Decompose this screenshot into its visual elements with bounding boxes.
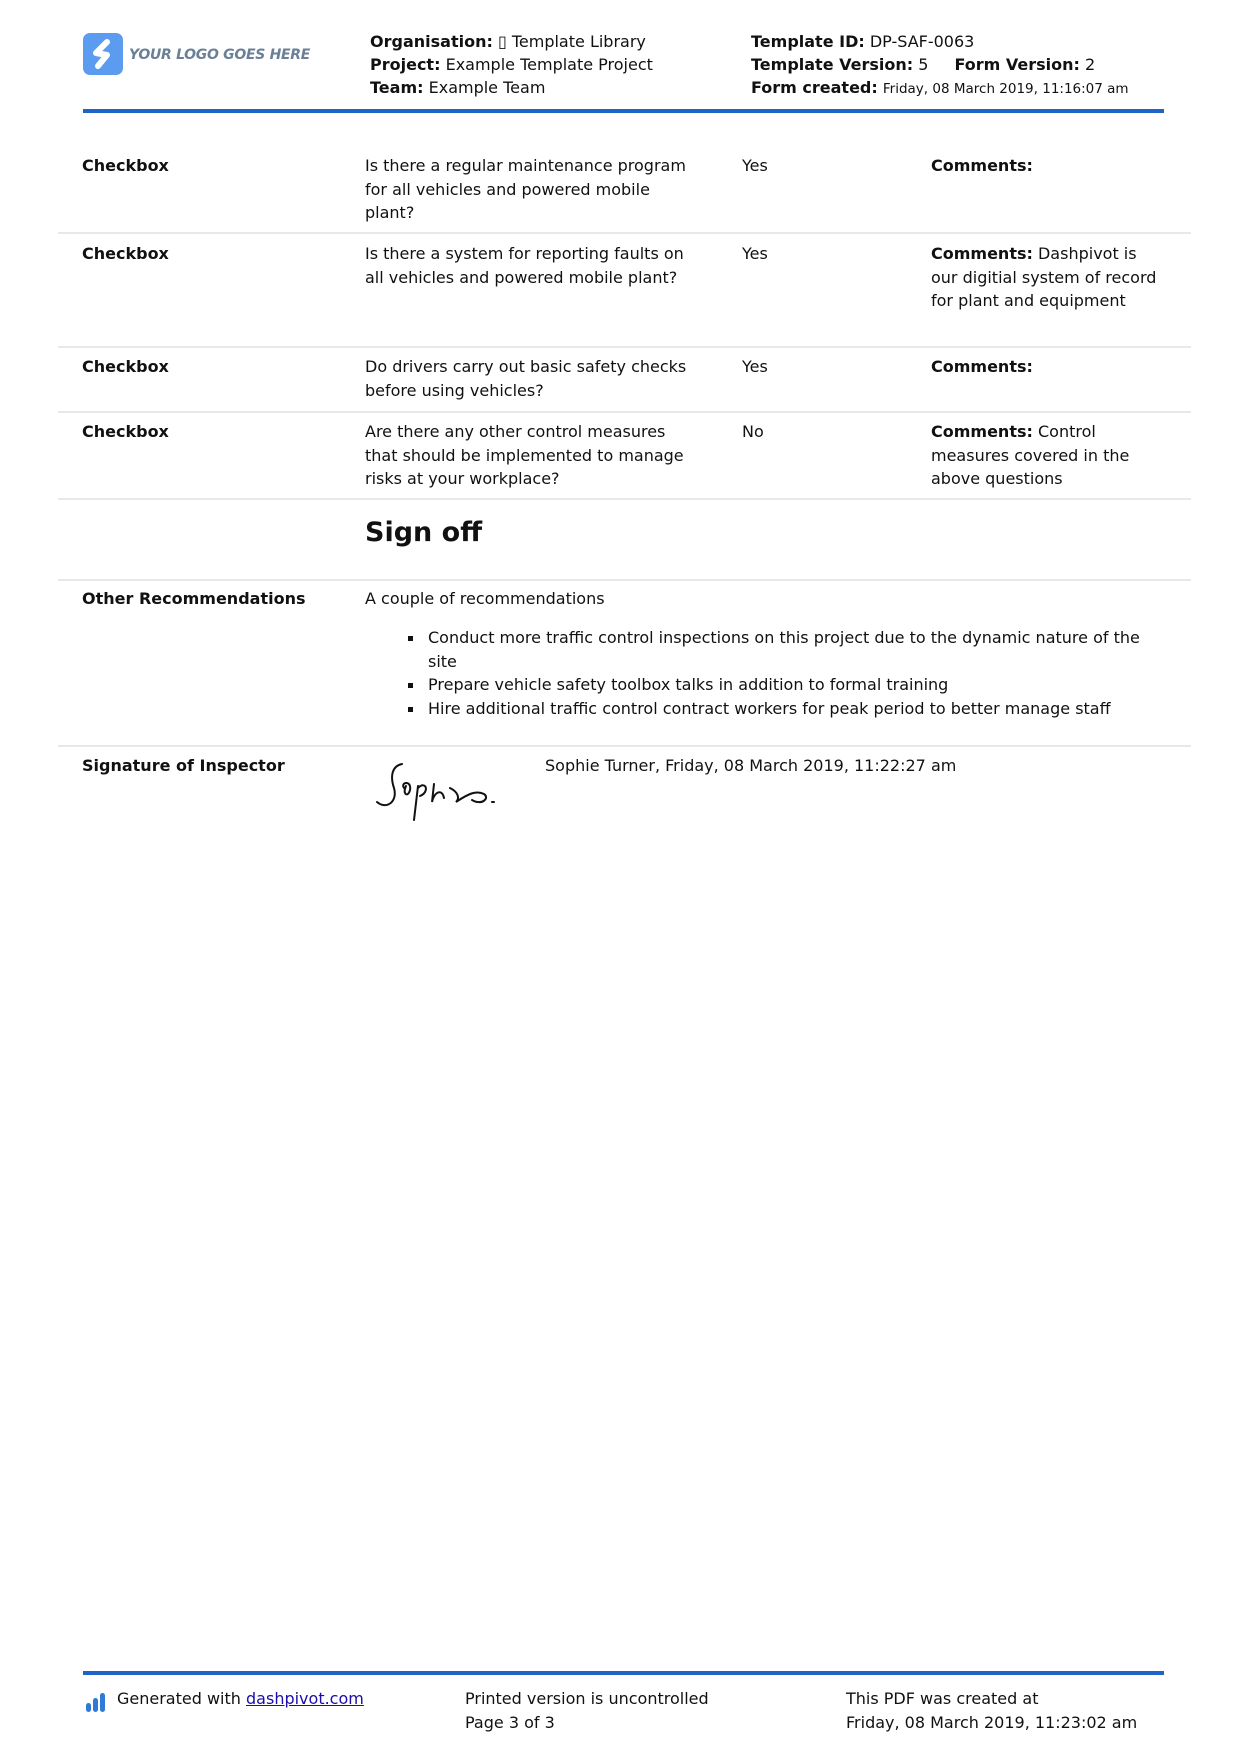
pdf-created-value: Friday, 08 March 2019, 11:23:02 am xyxy=(846,1713,1138,1732)
row-label: Checkbox xyxy=(82,156,169,175)
row-comments: Comments: Control measures covered in the above questions xyxy=(931,422,1130,488)
form-created: Form created: Friday, 08 March 2019, 11:16:07 am xyxy=(751,78,1129,97)
footer-divider xyxy=(83,1671,1164,1675)
section-divider xyxy=(58,745,1191,747)
list-item: Hire additional traffic control contract workers for peak period to better manage staff xyxy=(428,697,1148,721)
row-divider xyxy=(58,498,1191,500)
dashpivot-link[interactable]: dashpivot.com xyxy=(246,1689,364,1708)
recommendations-label: Other Recommendations xyxy=(82,589,306,608)
organisation: Organisation: ▯ Template Library xyxy=(370,32,646,51)
list-item: Conduct more traffic control inspections on this project due to the dynamic nature of the site xyxy=(428,626,1148,673)
row-comments: Comments: xyxy=(931,357,1033,376)
list-item: Prepare vehicle safety toolbox talks in addition to formal training xyxy=(428,673,1148,697)
row-divider xyxy=(58,411,1191,413)
header-divider xyxy=(83,109,1164,113)
signature-text: Sophie Turner, Friday, 08 March 2019, 11:22:27 am xyxy=(545,756,957,775)
row-label: Checkbox xyxy=(82,422,169,441)
logo-icon xyxy=(83,33,123,75)
signature-image xyxy=(372,758,517,831)
row-label: Checkbox xyxy=(82,244,169,263)
logo-text: YOUR LOGO GOES HERE xyxy=(129,47,310,63)
row-question: Do drivers carry out basic safety checks before using vehicles? xyxy=(365,357,687,400)
page-number: Page 3 of 3 xyxy=(465,1713,555,1732)
row-answer: No xyxy=(742,422,764,441)
row-comments: Comments: Dashpivot is our digitial system of record for plant and equipment xyxy=(931,244,1157,310)
row-question: Is there a system for reporting faults on all vehicles and powered mobile plant? xyxy=(365,244,684,287)
row-divider xyxy=(58,346,1191,348)
row-label: Checkbox xyxy=(82,357,169,376)
section-divider xyxy=(58,579,1191,581)
team: Team: Example Team xyxy=(370,78,546,97)
generated-with: Generated with dashpivot.com xyxy=(117,1689,364,1708)
row-comments: Comments: xyxy=(931,156,1033,175)
recommendations-intro: A couple of recommendations xyxy=(365,589,605,608)
template-id: Template ID: DP-SAF-0063 xyxy=(751,32,975,51)
signature-label: Signature of Inspector xyxy=(82,756,285,775)
versions: Template Version: 5 Form Version: 2 xyxy=(751,55,1096,74)
row-answer: Yes xyxy=(742,156,768,175)
dashpivot-icon xyxy=(86,1693,108,1720)
row-question: Is there a regular maintenance program for all vehicles and powered mobile plant? xyxy=(365,156,686,222)
project: Project: Example Template Project xyxy=(370,55,653,74)
recommendations-list xyxy=(428,626,1148,720)
pdf-created-label: This PDF was created at xyxy=(846,1689,1039,1708)
row-answer: Yes xyxy=(742,357,768,376)
row-divider xyxy=(58,232,1191,234)
row-question: Are there any other control measures that should be implemented to manage risks at your workplace? xyxy=(365,422,684,488)
uncontrolled-note: Printed version is uncontrolled xyxy=(465,1689,709,1708)
signoff-heading: Sign off xyxy=(365,517,483,548)
row-answer: Yes xyxy=(742,244,768,263)
